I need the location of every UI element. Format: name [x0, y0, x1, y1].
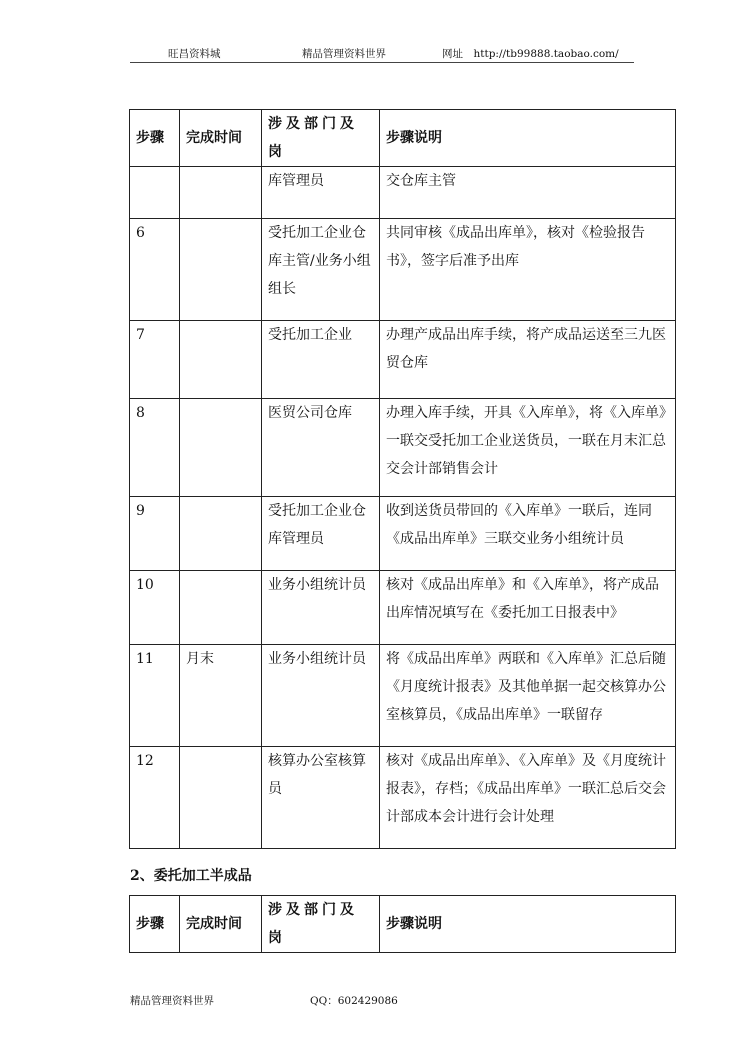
section-title: 2、委托加工半成品	[130, 868, 252, 884]
col-header-dept: 涉及部门及岗	[262, 110, 380, 167]
cell-desc: 办理入库手续，开具《入库单》，将《入库单》一联交受托加工企业送货员，一联在月末汇总交会计部销售会计	[380, 399, 676, 497]
cell-time	[180, 167, 262, 219]
table-header-row	[130, 896, 676, 953]
col-header-time: 完成时间	[180, 896, 262, 953]
table-header-row	[130, 110, 676, 167]
header-center: 精品管理资料世界	[302, 48, 386, 60]
table-row	[130, 167, 676, 219]
cell-dept: 受托加工企业	[262, 321, 380, 399]
cell-dept: 库管理员	[262, 167, 380, 219]
cell-desc: 办理产成品出库手续，将产成品运送至三九医贸仓库	[380, 321, 676, 399]
cell-step: 9	[130, 497, 180, 571]
cell-dept: 业务小组统计员	[262, 645, 380, 747]
procedure-table-2	[129, 895, 676, 953]
footer-qq: QQ：602429086	[310, 995, 398, 1007]
cell-desc: 收到送货员带回的《入库单》一联后，连同《成品出库单》三联交业务小组统计员	[380, 497, 676, 571]
col-header-time: 完成时间	[180, 110, 262, 167]
cell-desc: 将《成品出库单》两联和《入库单》汇总后随《月度统计报表》及其他单据一起交核算办公室核算员，《成品出库单》一联留存	[380, 645, 676, 747]
col-header-desc: 步骤说明	[380, 110, 676, 167]
col-header-dept: 涉及部门及岗	[262, 896, 380, 953]
table-row	[130, 321, 676, 399]
cell-desc: 核对《成品出库单》、《入库单》及《月度统计报表》，存档；《成品出库单》一联汇总后交会计部成本会计进行会计处理	[380, 747, 676, 849]
table-row	[130, 497, 676, 571]
col-header-step: 步骤	[130, 896, 180, 953]
cell-desc: 共同审核《成品出库单》，核对《检验报告书》，签字后准予出库	[380, 219, 676, 321]
cell-desc: 核对《成品出库单》和《入库单》，将产成品出库情况填写在《委托加工日报表中》	[380, 571, 676, 645]
cell-dept: 医贸公司仓库	[262, 399, 380, 497]
table-row	[130, 399, 676, 497]
table-row	[130, 747, 676, 849]
cell-desc: 交仓库主管	[380, 167, 676, 219]
page-header	[130, 44, 634, 63]
col-header-desc: 步骤说明	[380, 896, 676, 953]
cell-dept: 业务小组统计员	[262, 571, 380, 645]
cell-time	[180, 321, 262, 399]
cell-step: 11	[130, 645, 180, 747]
footer-left: 精品管理资料世界	[130, 995, 214, 1007]
cell-time	[180, 399, 262, 497]
cell-time: 月末	[180, 645, 262, 747]
cell-step: 6	[130, 219, 180, 321]
cell-step: 7	[130, 321, 180, 399]
cell-time	[180, 497, 262, 571]
table-row	[130, 571, 676, 645]
procedure-table	[129, 109, 676, 849]
cell-dept: 受托加工企业仓库管理员	[262, 497, 380, 571]
cell-dept: 受托加工企业仓库主管/业务小组组长	[262, 219, 380, 321]
cell-time	[180, 571, 262, 645]
cell-step: 12	[130, 747, 180, 849]
cell-time	[180, 219, 262, 321]
header-left: 旺昌资料城	[168, 48, 221, 60]
cell-dept: 核算办公室核算员	[262, 747, 380, 849]
page-footer	[130, 993, 398, 1008]
col-header-step: 步骤	[130, 110, 180, 167]
cell-step: 10	[130, 571, 180, 645]
table-row	[130, 219, 676, 321]
table-row	[130, 645, 676, 747]
cell-step: 8	[130, 399, 180, 497]
cell-time	[180, 747, 262, 849]
header-url: 网址 http://tb99888.taobao.com/	[442, 48, 619, 60]
cell-step	[130, 167, 180, 219]
